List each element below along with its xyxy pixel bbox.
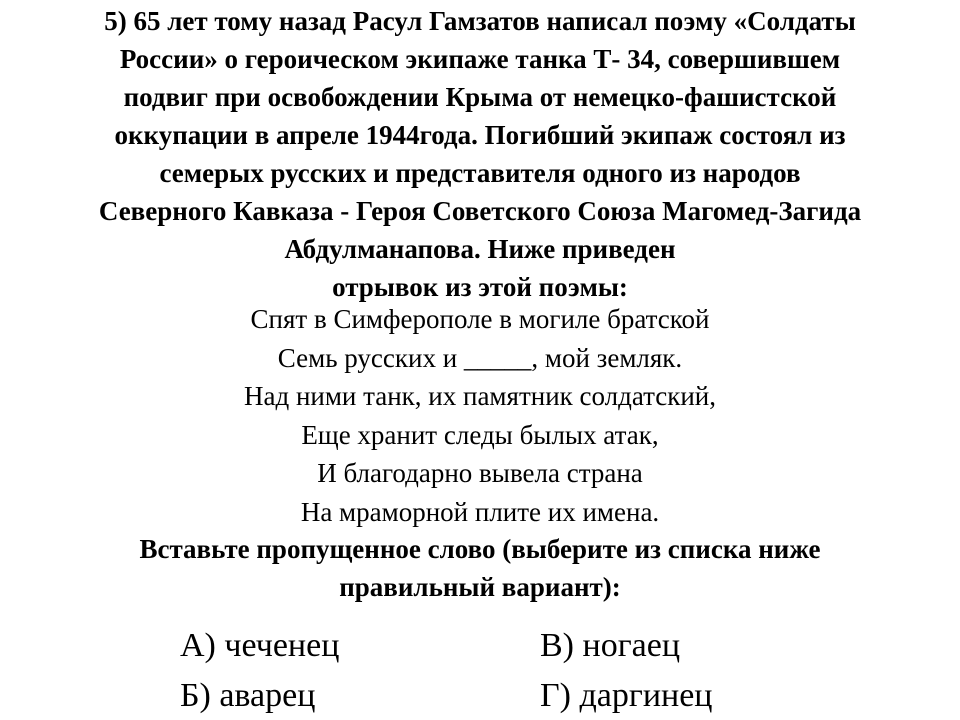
poem-line: На мраморной плите их имена.: [300, 496, 660, 527]
answer-option-v[interactable]: В) ногаец: [540, 627, 681, 664]
instruction-line: Вставьте пропущенное слово (выберите из списка ниже: [139, 534, 821, 564]
question-text: [0, 0, 960, 306]
answer-option-b[interactable]: Б) аварец: [180, 677, 316, 714]
question-line: Абдулманапова. Ниже приведен: [284, 234, 676, 264]
question-line: отрывок из этой поэмы:: [332, 272, 628, 302]
instruction-text: [0, 530, 960, 606]
question-line: семерых русских и представителя одного из народов: [159, 158, 801, 188]
poem-line: Еще хранит следы былых атак,: [301, 419, 659, 450]
poem-excerpt: [0, 300, 960, 531]
question-line: Северного Кавказа - Героя Советского Союза Магомед-Загида: [98, 196, 862, 226]
poem-line: И благодарно вывела страна: [317, 458, 643, 488]
poem-line: Спят в Симферополе в могиле братской: [250, 304, 710, 334]
answer-option-a[interactable]: А) чеченец: [180, 627, 340, 664]
question-line: 5) 65 лет тому назад Расул Гамзатов написал поэму «Солдаты: [104, 6, 856, 36]
instruction-line: правильный вариант):: [339, 572, 621, 602]
question-line: России» о героическом экипаже танка Т- 34, совершившем: [119, 44, 841, 74]
poem-line: Над ними танк, их памятник солдатский,: [243, 381, 717, 411]
poem-line: Семь русских и _____, мой земляк.: [277, 342, 683, 373]
question-line: подвиг при освобождении Крыма от немецко-фашистской: [123, 82, 837, 112]
question-line: оккупации в апреле 1944года. Погибший экипаж состоял из: [114, 120, 846, 150]
answer-option-g[interactable]: Г) даргинец: [540, 677, 713, 714]
answer-options: [0, 620, 960, 720]
